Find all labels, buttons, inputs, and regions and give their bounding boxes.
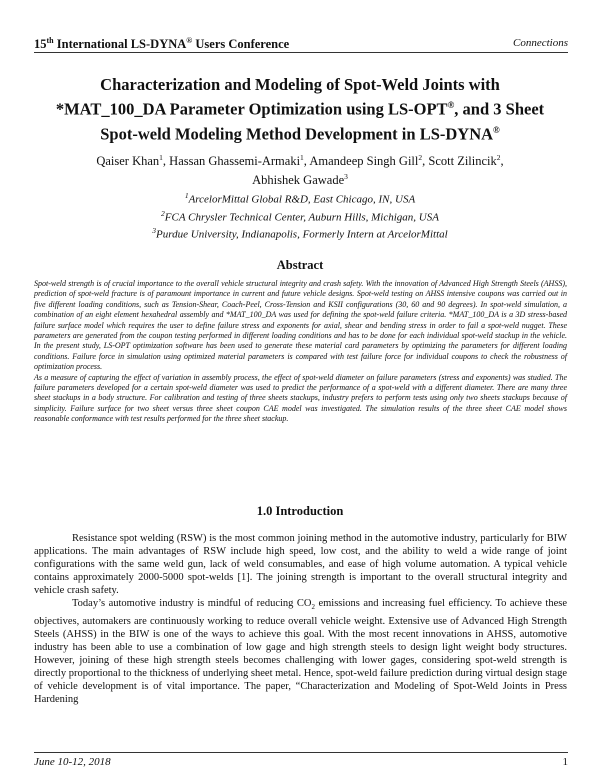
affiliation-list [60, 189, 540, 242]
page-number: 1 [562, 756, 568, 768]
author: Scott Zilincik$^2$, [428, 153, 504, 169]
abstract-paragraph: As a measure of capturing the effect of variation in assembly process, the effect of spot-weld diameter on failure parameters (stress and exponents) was studied. The failure parameters developed for a certain spot-weld diameter was used to predict the performance of a spot-weld with a different diameter. There are many three sheet stackups in a body structure. For calibration and testing of three sheets stackups, industry prefers to perform tests using only two sheets stackups because of simplicity. Failure surface for two sheet versus three sheet coupon CAE model was investigated. The simulation results of the three sheet CAE model shows reasonable conformance with test results performed for the three sheet stackup. [34, 372, 567, 424]
abstract-body [34, 279, 567, 425]
author: Qaiser Khan$^1$, [96, 153, 170, 169]
paper-title [40, 74, 560, 144]
affiliation: $^3$Purdue University, Indianapolis, Formerly Intern at ArcelorMittal [152, 226, 448, 241]
introduction-body [34, 532, 567, 706]
section-name: Connections [513, 37, 568, 49]
title-line-3: Spot-weld Modeling Method Development in LS-DYNA® [100, 124, 500, 143]
author: Hassan Ghassemi-Armaki$^1$, [169, 153, 310, 169]
abstract-paragraph: Spot-weld strength is of crucial importance to the overall vehicle structural integrity and crash safety. With the innovation of Advanced High Strength Steels (AHSS), prediction of spot-weld fracture is of paramount importance in current and future vehicle designs. Spot-weld testing on AHSS intensive coupons was carried out in five different loading conditions, such as Tension-Shear, Coach-Peel, Cross-Tension and KSII configurations (30, 60 and 90 degrees). In spot-weld simulation, a combination of an eight element hexahedral assembly and *MAT_100_DA was used for defining the spot-weld failure criteria. *MAT_100_DA is a 3D stress-based failure surface model which requires the user to define failure stress and exponents for axial, shear and bending stress in order to fail a spot-weld nugget. These parameters are generated from the coupon testing performed in different loading conditions and has to be done for each individual spot-weld stackup in the vehicle. In the present study, LS-OPT optimization software has been used to generate these material card parameters by optimizing the parameters for different loading conditions. Failure force in simulation using optimized material parameters is compared with test failure force for individual coupons to check the robustness of optimization process. [34, 279, 567, 372]
introduction-heading: 1.0 Introduction [256, 504, 344, 518]
author: Amandeep Singh Gill$^2$, [309, 153, 429, 169]
title-line-2: *MAT_100_DA Parameter Optimization using LS-OPT®, and 3 Sheet [55, 99, 545, 119]
affiliation: $^1$ArcelorMittal Global R&D, East Chicago, IN, USA [184, 191, 416, 206]
author: Abhishek Gawade$^3$ [252, 172, 348, 188]
running-header [34, 36, 568, 53]
abstract-heading: Abstract [276, 258, 324, 272]
author-line-1 [60, 150, 540, 169]
conference-name: 15th International LS-DYNA® Users Conference [34, 36, 290, 52]
conference-date: June 10-12, 2018 [34, 756, 111, 768]
title-line-1: Characterization and Modeling of Spot-Weld Joints with [100, 75, 500, 94]
body-paragraph: Today’s automotive industry is mindful of reducing $CO_2$ emissions and increasing fuel efficiency. To achieve these objectives, automakers are continuously working to reduce overall vehicle weight. Extensive use of Advanced High Strength Steels (AHSS) in the BIW is one of the ways to achieve this goal. With the most recent innovations in AHSS, automotive industry has been able to use a combination of low gage and high strength steels to design light weight body structures. However, joining of these high strength steels becomes challenging with lower gages, considering spot-weld strength is directly proportional to the thickness of underlying sheet metal. Hence, spot-weld failure prediction during virtual design stage of vehicle development is of vital importance. The paper, “Characterization and Modeling of Spot-Weld Joints in Press Hardening [34, 598, 567, 706]
author-list [60, 150, 540, 188]
affiliation: $^2$FCA Chrysler Technical Center, Auburn Hills, Michigan, USA [161, 208, 439, 224]
running-footer [34, 752, 568, 769]
body-paragraph: Resistance spot welding (RSW) is the most common joining method in the automotive industry, particularly for BIW applications. The main advantages of RSW include high speed, low cost, and the ability to weld a wide range of joint configurations with the same weld gun, lack of weld consumables, and ease of high volume automation. A typical vehicle contains approximately 2000-5000 spot-welds [1]. The joining strength is important to the overall structural integrity and vehicle crash safety. [34, 533, 567, 597]
author-line-2 [60, 169, 540, 188]
